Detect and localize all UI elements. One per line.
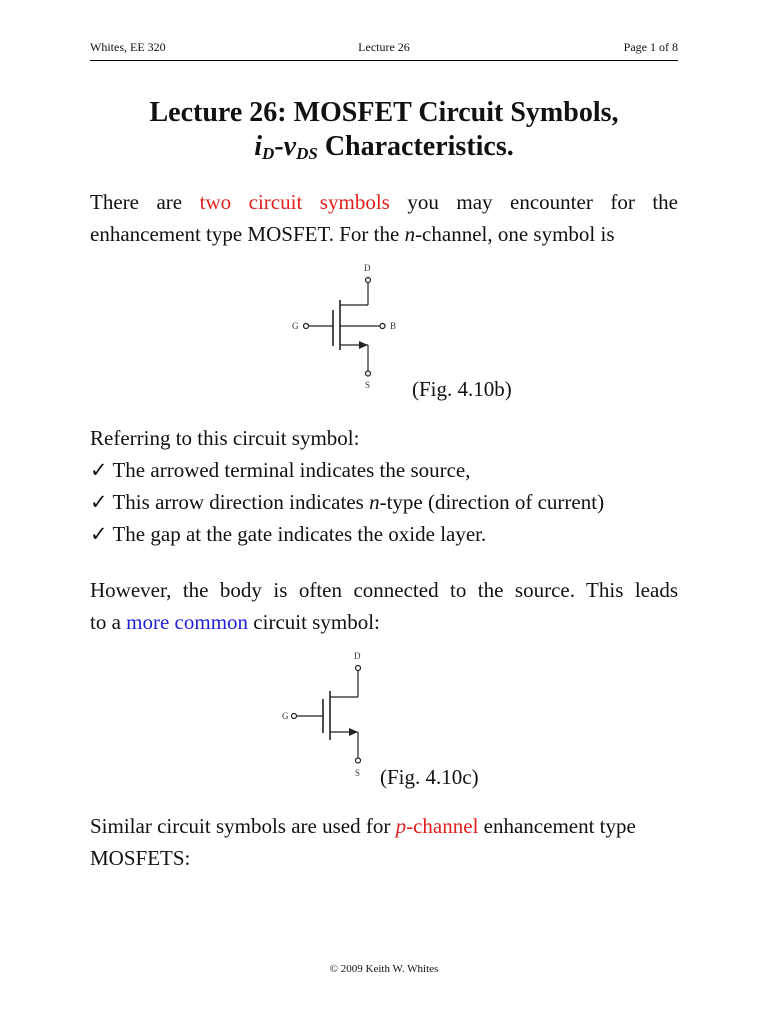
checklist-item	[90, 518, 678, 550]
title-v-sub: DS	[296, 144, 318, 163]
intro-line-2	[90, 218, 678, 250]
checklist-item-text: The arrowed terminal indicates the source,	[112, 458, 471, 482]
mosfet-symbol-common	[275, 646, 385, 782]
fig1-caption: (Fig. 4.10b)	[412, 377, 512, 401]
fig1-label-source: S	[365, 380, 371, 390]
intro-text-b: you may encounter for the	[389, 190, 678, 214]
p-channel-text-a: Similar circuit symbols are used for	[90, 814, 396, 838]
checklist-item-text: The gap at the gate indicates the oxide layer.	[112, 522, 487, 546]
highlight-p-channel	[396, 814, 479, 838]
paragraph-body-connection	[90, 574, 678, 638]
paragraph-intro	[90, 186, 678, 250]
intro-line2-a: enhancement type MOSFET. For the	[90, 222, 405, 246]
body-terminal-icon	[380, 324, 385, 329]
fig2-label-source: S	[355, 768, 361, 778]
fig1-label-gate: G	[292, 321, 299, 331]
checklist-item	[90, 454, 678, 486]
drain-terminal-icon	[366, 278, 371, 283]
checklist-italic-n: n	[369, 490, 380, 514]
fig1-label-body: B	[390, 321, 397, 331]
checklist-intro: Referring to this circuit symbol:	[90, 426, 360, 450]
page-footer: © 2009 Keith W. Whites	[329, 963, 439, 975]
p-channel-line-2: MOSFETS:	[90, 846, 191, 870]
title-rest: Characteristics.	[317, 131, 514, 162]
gate-terminal-icon	[304, 324, 309, 329]
intro-italic-n: n	[404, 222, 416, 246]
fig2-label-gate: G	[282, 711, 289, 721]
fig1-label-drain: D	[364, 263, 371, 273]
intro-line-1	[90, 186, 678, 218]
highlight-two-circuit-symbols: two circuit symbols	[199, 190, 390, 214]
title-i-sub: D	[262, 144, 275, 163]
drain-terminal-icon	[356, 666, 361, 671]
mosfet-symbol-with-body	[285, 258, 405, 394]
source-arrow-icon	[359, 341, 368, 349]
title-line-2	[60, 130, 708, 171]
check-icon: ✓	[90, 522, 108, 546]
body-connection-text-b: circuit symbol:	[248, 610, 380, 634]
paragraph-p-channel	[90, 810, 678, 874]
title-line-1: Lecture 26: MOSFET Circuit Symbols,	[149, 97, 619, 128]
intro-line2-b: -channel, one symbol is	[415, 222, 615, 246]
title-i: i	[254, 131, 263, 162]
p-channel-italic-p: p	[395, 814, 407, 838]
p-channel-line-1	[90, 810, 678, 842]
source-terminal-icon	[356, 758, 361, 763]
title-dash: -	[274, 131, 284, 162]
header-divider	[90, 60, 678, 61]
paragraph-checklist	[90, 422, 678, 550]
header-lecture: Lecture 26	[358, 40, 410, 54]
page-header	[90, 40, 678, 56]
source-terminal-icon	[366, 371, 371, 376]
body-connection-line-1: However, the body is often connected to the source. This leads	[90, 578, 678, 602]
body-connection-text-a: to a	[90, 610, 127, 634]
intro-text-a: There are	[90, 190, 200, 214]
checklist-item-text: This arrow direction indicates	[112, 490, 370, 514]
checklist-item-text: -type (direction of current)	[379, 490, 605, 514]
checklist-item	[90, 486, 678, 518]
fig2-caption: (Fig. 4.10c)	[380, 765, 479, 789]
check-icon: ✓	[90, 490, 108, 514]
highlight-more-common: more common	[126, 610, 249, 634]
header-course: Whites, EE 320	[90, 40, 166, 54]
fig2-label-drain: D	[354, 651, 361, 661]
page-title	[60, 96, 708, 171]
source-arrow-icon	[349, 728, 358, 736]
check-icon: ✓	[90, 458, 108, 482]
gate-terminal-icon	[292, 714, 297, 719]
p-channel-text-b: enhancement type	[478, 814, 636, 838]
header-page-number: Page 1 of 8	[623, 40, 678, 54]
body-connection-line-2	[90, 606, 678, 638]
title-v: v	[283, 131, 297, 162]
p-channel-rest: -channel	[406, 814, 479, 838]
